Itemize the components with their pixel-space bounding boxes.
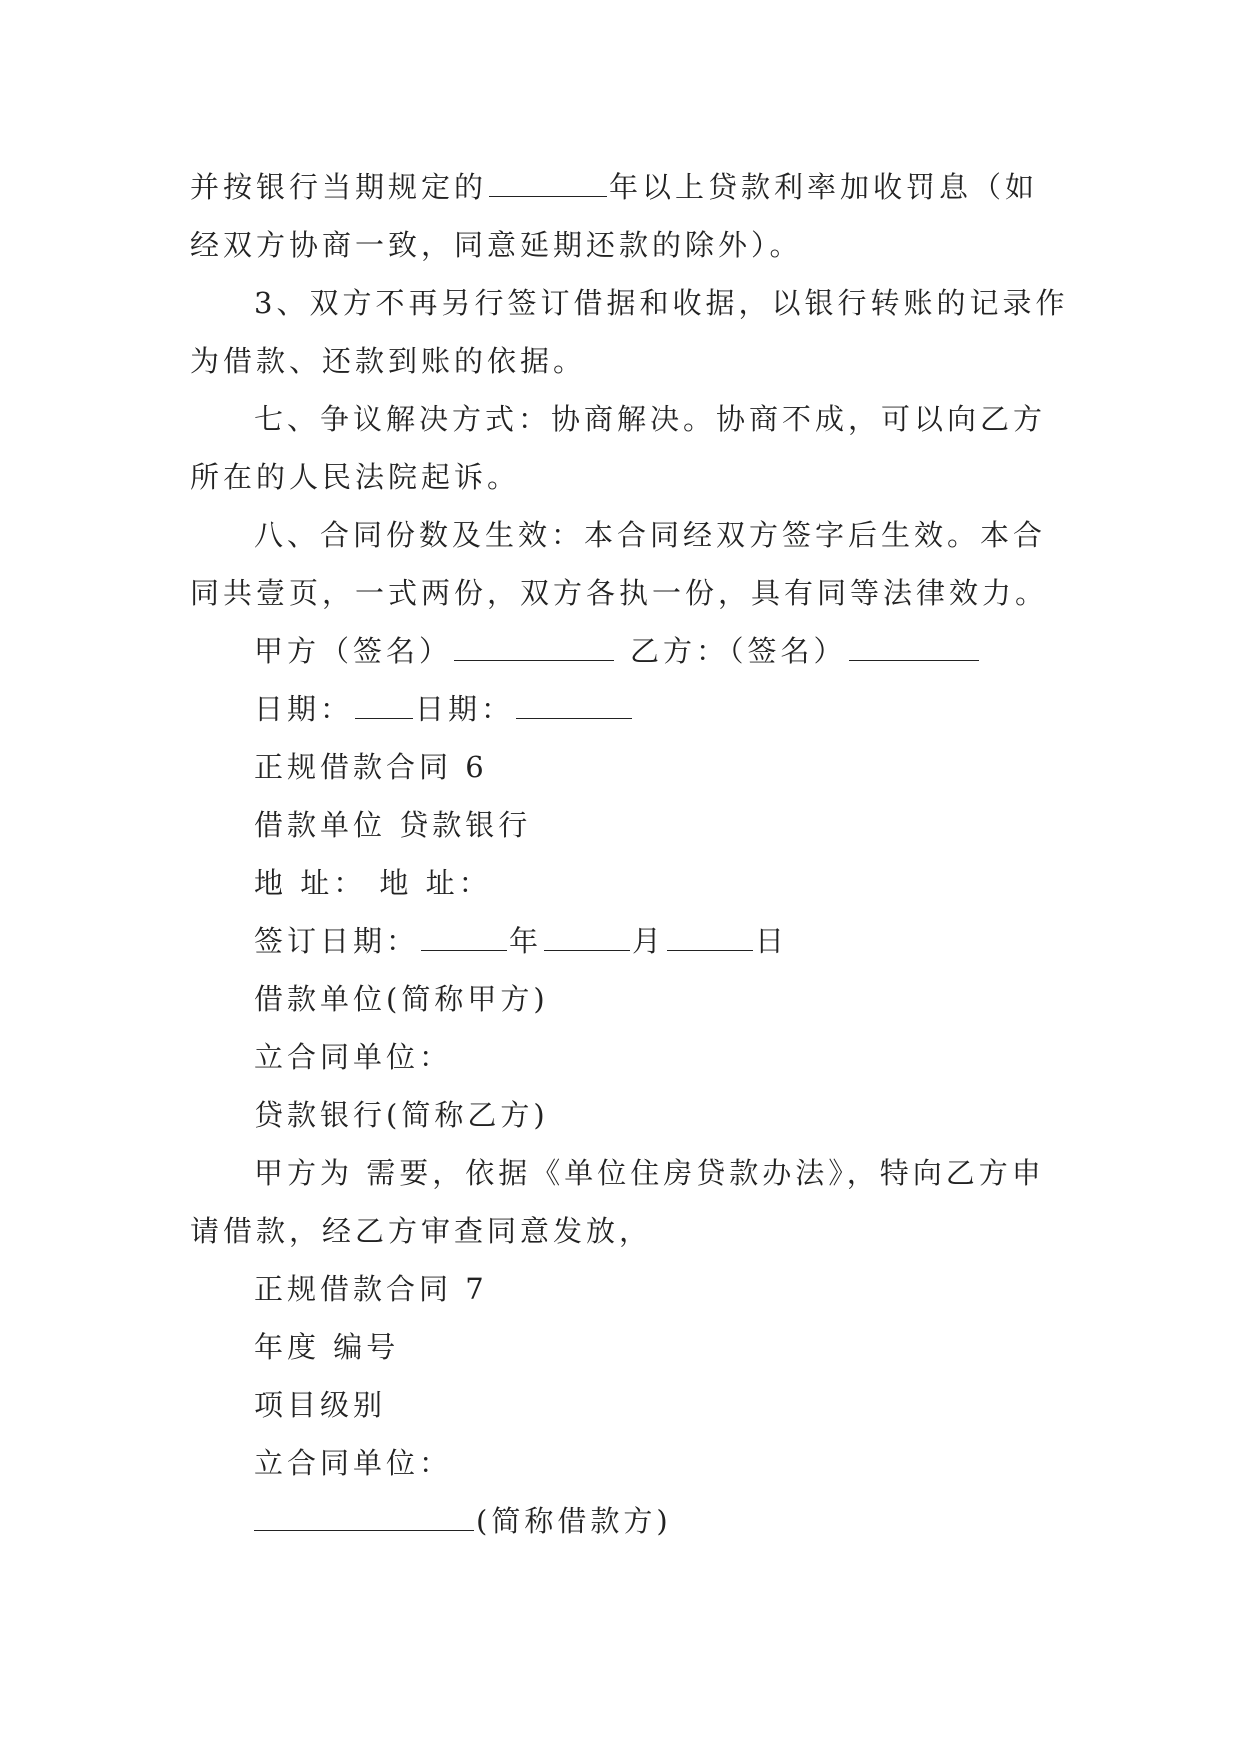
paragraph-penalty-interest [190,158,1070,274]
blank-line [544,914,630,951]
paragraph-dispute-resolution: 七、争议解决方式：协商解决。协商不成，可以向乙方所在的人民法院起诉。 [190,402,1047,494]
borrower-abbreviation: 借款单位(简称甲方) [254,982,549,1016]
date-line [190,680,1070,738]
text-segment: 年以上贷款利率加收罚息（如经双方协商一致，同意延期还款的除外）。 [190,170,1039,262]
signature-line [190,622,1070,680]
blank-line [355,682,413,719]
borrower-party-label: (简称借款方) [476,1504,672,1538]
day-label: 日 [755,924,789,958]
year-label: 年 [509,924,543,958]
date-label-b: 日期： [415,692,515,726]
address-line: 地 址： 地 址： [254,866,492,900]
year-number-line: 年度 编号 [254,1330,400,1364]
blank-line [489,160,607,197]
borrower-bank-line: 借款单位 贷款银行 [254,808,532,842]
contract-unit-line: 立合同单位： [254,1040,453,1074]
blank-line [421,914,507,951]
date-label-a: 日期： [254,692,354,726]
party-a-sign-label: 甲方（签名） [254,634,453,668]
blank-line [454,624,614,661]
paragraph-transfer-record: 3、双方不再另行签订借据和收据，以银行转账的记录作为借款、还款到账的依据。 [190,286,1069,378]
bank-abbreviation: 贷款银行(简称乙方) [254,1098,549,1132]
project-level-line: 项目级别 [254,1388,387,1422]
contract-title-6: 正规借款合同 6 [254,750,488,784]
blank-line [849,624,979,661]
blank-line [667,914,753,951]
blank-line [254,1494,474,1531]
borrower-party-line [190,1492,1070,1550]
party-b-sign-label: 乙方：（签名） [630,634,847,668]
blank-line [516,682,632,719]
text-segment: 并按银行当期规定的 [190,170,488,204]
document-body [190,158,1070,1550]
contract-title-7: 正规借款合同 7 [254,1272,488,1306]
sign-date-label: 签订日期： [254,924,420,958]
sign-date-line [190,912,1070,970]
contract-unit-line: 立合同单位： [254,1446,453,1480]
paragraph-copies-effect: 八、合同份数及生效：本合同经双方签字后生效。本合同共壹页，一式两份，双方各执一份，具有同等法律效力。 [190,518,1049,610]
paragraph-loan-application: 甲方为 需要，依据《单位住房贷款办法》，特向乙方申请借款，经乙方审查同意发放， [190,1156,1045,1248]
month-label: 月 [632,924,666,958]
